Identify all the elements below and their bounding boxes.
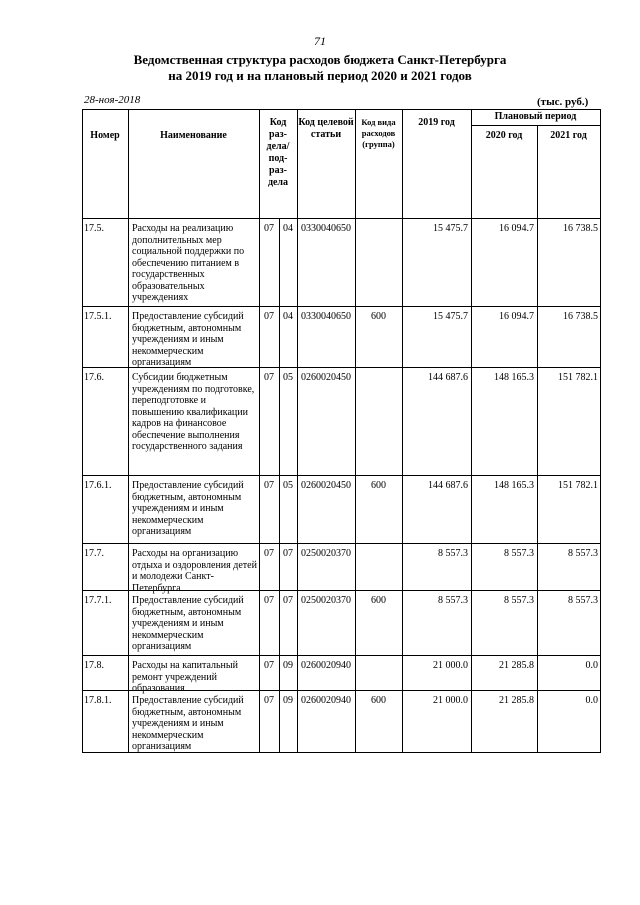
row-section: 07 — [264, 372, 274, 383]
title-line-1: Ведомственная структура расходов бюджета Санкт-Петербурга — [133, 52, 507, 67]
header-bottom-border — [82, 218, 601, 219]
row-subsection: 05 — [283, 480, 293, 491]
row-2019: 8 557.3 — [438, 548, 468, 559]
column-divider — [402, 109, 403, 753]
header-2019: 2019 год — [418, 117, 455, 128]
column-divider — [537, 125, 538, 753]
row-2020: 148 165.3 — [494, 480, 534, 491]
row-2019: 144 687.6 — [428, 480, 468, 491]
row-name: Субсидии бюджетным учреждениям по подготовке, переподготовке и повышению квалификации кадров на финансовое обеспечение выполнения государственного задания — [132, 372, 255, 452]
column-divider — [82, 109, 83, 753]
row-number: 17.8. — [84, 660, 104, 671]
row-2019: 8 557.3 — [438, 595, 468, 606]
row-name: Расходы на организацию отдыха и оздоровления детей и молодежи Санкт-Петербурга — [132, 548, 257, 594]
row-number: 17.7. — [84, 548, 104, 559]
row-2021: 16 738.5 — [563, 311, 598, 322]
row-target: 0260020940 — [301, 695, 351, 706]
row-section: 07 — [264, 660, 274, 671]
row-section: 07 — [264, 695, 274, 706]
row-2020: 16 094.7 — [499, 311, 534, 322]
row-subsection: 05 — [283, 372, 293, 383]
row-2020: 8 557.3 — [504, 595, 534, 606]
row-name: Расходы на капитальный ремонт учреждений образования — [132, 660, 238, 694]
row-target: 0250020370 — [301, 595, 351, 606]
header-number: Номер — [90, 130, 120, 141]
header-2021: 2021 год — [550, 130, 587, 141]
row-subsection: 09 — [283, 695, 293, 706]
row-number: 17.6.1. — [84, 480, 112, 491]
planned-period-divider — [471, 125, 601, 126]
row-2021: 151 782.1 — [558, 372, 598, 383]
row-divider — [82, 655, 601, 656]
row-name: Предоставление субсидий бюджетным, автономным учреждениям и иным некоммерческим организациям — [132, 595, 244, 652]
row-vid: 600 — [371, 480, 386, 491]
page-title — [0, 52, 640, 84]
row-divider — [82, 543, 601, 544]
row-divider — [82, 475, 601, 476]
header-vid: Код вида расходов (группа) — [361, 117, 396, 149]
row-2021: 151 782.1 — [558, 480, 598, 491]
row-target: 0260020450 — [301, 372, 351, 383]
row-target: 0250020370 — [301, 548, 351, 559]
row-2021: 8 557.3 — [568, 548, 598, 559]
row-subsection: 07 — [283, 595, 293, 606]
row-2020: 8 557.3 — [504, 548, 534, 559]
row-2019: 21 000.0 — [433, 660, 468, 671]
row-vid: 600 — [371, 595, 386, 606]
row-section: 07 — [264, 311, 274, 322]
column-divider — [128, 109, 129, 753]
row-2019: 15 475.7 — [433, 311, 468, 322]
row-name: Предоставление субсидий бюджетным, автономным учреждениям и иным некоммерческим организациям — [132, 480, 244, 537]
row-2020: 21 285.8 — [499, 695, 534, 706]
header-planned: Плановый период — [494, 111, 577, 122]
row-name: Расходы на реализацию дополнительных мер социальной поддержки по обеспечению питанием в государственных образовательных учреждениях — [132, 223, 245, 303]
row-number: 17.7.1. — [84, 595, 112, 606]
column-divider — [297, 109, 298, 753]
header-2020: 2020 год — [485, 130, 523, 141]
row-subsection: 04 — [283, 311, 293, 322]
row-number: 17.5. — [84, 223, 104, 234]
column-divider — [355, 109, 356, 753]
row-subsection: 04 — [283, 223, 293, 234]
row-number: 17.6. — [84, 372, 104, 383]
row-name: Предоставление субсидий бюджетным, автономным учреждениям и иным некоммерческим организациям — [132, 695, 244, 752]
row-2021: 0.0 — [585, 695, 598, 706]
row-2019: 144 687.6 — [428, 372, 468, 383]
column-divider — [471, 109, 472, 753]
row-section: 07 — [264, 595, 274, 606]
row-vid: 600 — [371, 311, 386, 322]
column-divider — [259, 109, 260, 753]
row-section: 07 — [264, 548, 274, 559]
row-name: Предоставление субсидий бюджетным, автономным учреждениям и иным некоммерческим организациям — [132, 311, 244, 368]
header-name: Наименование — [160, 130, 227, 141]
row-2020: 21 285.8 — [499, 660, 534, 671]
row-number: 17.5.1. — [84, 311, 112, 322]
row-vid: 600 — [371, 695, 386, 706]
header-target: Код целевой статьи — [298, 117, 354, 140]
row-target: 0260020450 — [301, 480, 351, 491]
row-2021: 16 738.5 — [563, 223, 598, 234]
row-number: 17.8.1. — [84, 695, 112, 706]
row-target: 0330040650 — [301, 223, 351, 234]
row-divider — [82, 306, 601, 307]
row-2019: 15 475.7 — [433, 223, 468, 234]
row-2021: 8 557.3 — [568, 595, 598, 606]
row-subsection: 09 — [283, 660, 293, 671]
row-target: 0260020940 — [301, 660, 351, 671]
row-2020: 16 094.7 — [499, 223, 534, 234]
row-2020: 148 165.3 — [494, 372, 534, 383]
title-line-2: на 2019 год и на плановый период 2020 и 2021 годов — [168, 68, 472, 83]
document-date: 28-ноя-2018 — [84, 94, 141, 106]
row-2021: 0.0 — [585, 660, 598, 671]
row-2019: 21 000.0 — [433, 695, 468, 706]
page-number: 71 — [314, 34, 326, 48]
row-section: 07 — [264, 223, 274, 234]
header-razdel: Код раз-дела/ под-раз-дела — [266, 117, 290, 188]
row-target: 0330040650 — [301, 311, 351, 322]
row-subsection: 07 — [283, 548, 293, 559]
table-top-border — [82, 109, 601, 110]
unit-label: (тыс. руб.) — [537, 96, 589, 108]
row-section: 07 — [264, 480, 274, 491]
column-divider — [600, 109, 601, 753]
